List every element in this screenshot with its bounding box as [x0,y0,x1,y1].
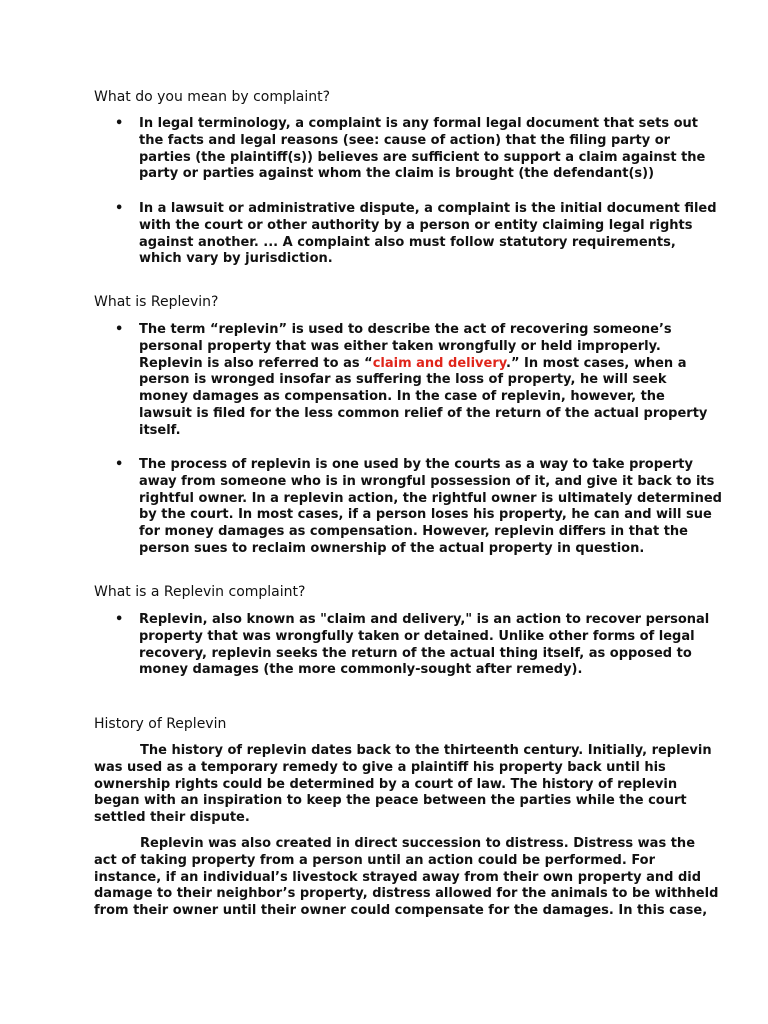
text-line-with-highlight [139,355,687,373]
heading-replevin-complaint: What is a Replevin complaint? [94,584,306,600]
text-line: away from someone who is in wrongful possession of it, and give it back to its [139,473,715,489]
text-line: person is wronged insofar as suffering the loss of property, he will seek [139,372,667,388]
text-line: instance, if an individual’s livestock strayed away from their own property and did [94,869,702,885]
text-line [94,743,712,760]
text-line: money damages (the more commonly-sought after remedy). [139,662,583,678]
bullet-marker: • [115,116,124,131]
history-paragraph-2 [94,836,719,920]
text-line: Replevin, also known as "claim and delivery," is an action to recover personal [139,612,710,627]
text-line: the facts and legal reasons (see: cause of action) that the filing party or [139,132,671,148]
text-line: money damages as compensation. In the case of replevin, however, the [139,389,665,405]
text-line: itself. [139,422,181,438]
bullet-text [139,322,708,440]
heading-history: History of Replevin [94,716,227,732]
bullet-text [139,457,722,558]
bullet-marker: • [115,612,124,627]
text-line: began with an inspiration to keep the peace between the parties while the court [94,793,687,809]
text-line: ownership rights could be determined by a court of law. The history of replevin [94,776,678,792]
text-line: rightful owner. In a replevin action, the rightful owner is ultimately determined [139,490,722,506]
text-line: personal property that was either taken wrongfully or held improperly. [139,338,661,354]
heading-replevin: What is Replevin? [94,294,219,310]
text-line: from their owner until their owner could compensate for the damages. In this case, [94,903,708,919]
text-line: In a lawsuit or administrative dispute, a complaint is the initial document filed [139,201,717,216]
text-segment: .” In most cases, when a [506,355,687,371]
bullet-marker: • [115,457,124,472]
text-line: recovery, replevin seeks the return of the actual thing itself, as opposed to [139,645,692,661]
text-segment: Replevin was also created in direct succession to distress. Distress was the [140,836,696,851]
bullet-text [139,612,710,679]
heading-complaint: What do you mean by complaint? [94,89,331,105]
text-line: damage to their neighbor’s property, distress allowed for the animals to be withheld [94,886,719,902]
text-line: by the court. In most cases, if a person loses his property, he can and will sue [139,507,712,523]
text-line: lawsuit is filed for the less common relief of the return of the actual property [139,405,708,421]
text-line: In legal terminology, a complaint is any formal legal document that sets out [139,116,699,131]
text-line: was used as a temporary remedy to give a plaintiff his property back until his [94,759,666,775]
text-line: property that was wrongfully taken or detained. Unlike other forms of legal [139,628,695,644]
text-segment: Replevin is also referred to as “ [139,355,373,371]
text-line: party or parties against whom the claim is brought (the defendant(s)) [139,166,655,182]
history-paragraph-1 [94,743,712,827]
bullet-text [139,116,706,183]
text-segment: The history of replevin dates back to the thirteenth century. Initially, replevin [140,743,712,758]
text-line: with the court or other authority by a person or entity claiming legal rights [139,217,693,233]
text-line: person sues to reclaim ownership of the actual property in question. [139,540,645,556]
text-line: which vary by jurisdiction. [139,251,333,267]
bullet-marker: • [115,322,124,337]
bullet-text [139,201,717,268]
text-line: act of taking property from a person until an action could be performed. For [94,852,656,868]
text-line: The term “replevin” is used to describe the act of recovering someone’s [139,322,672,337]
text-line: against another. ... A complaint also must follow statutory requirements, [139,234,676,250]
text-line: parties (the plaintiff(s)) believes are sufficient to support a claim against the [139,149,706,165]
text-line: for money damages as compensation. However, replevin differs in that the [139,524,688,540]
text-line: The process of replevin is one used by the courts as a way to take property [139,457,693,472]
text-line: settled their dispute. [94,810,250,826]
text-line [94,836,696,853]
highlighted-term: claim and delivery [372,355,507,371]
bullet-marker: • [115,201,124,216]
